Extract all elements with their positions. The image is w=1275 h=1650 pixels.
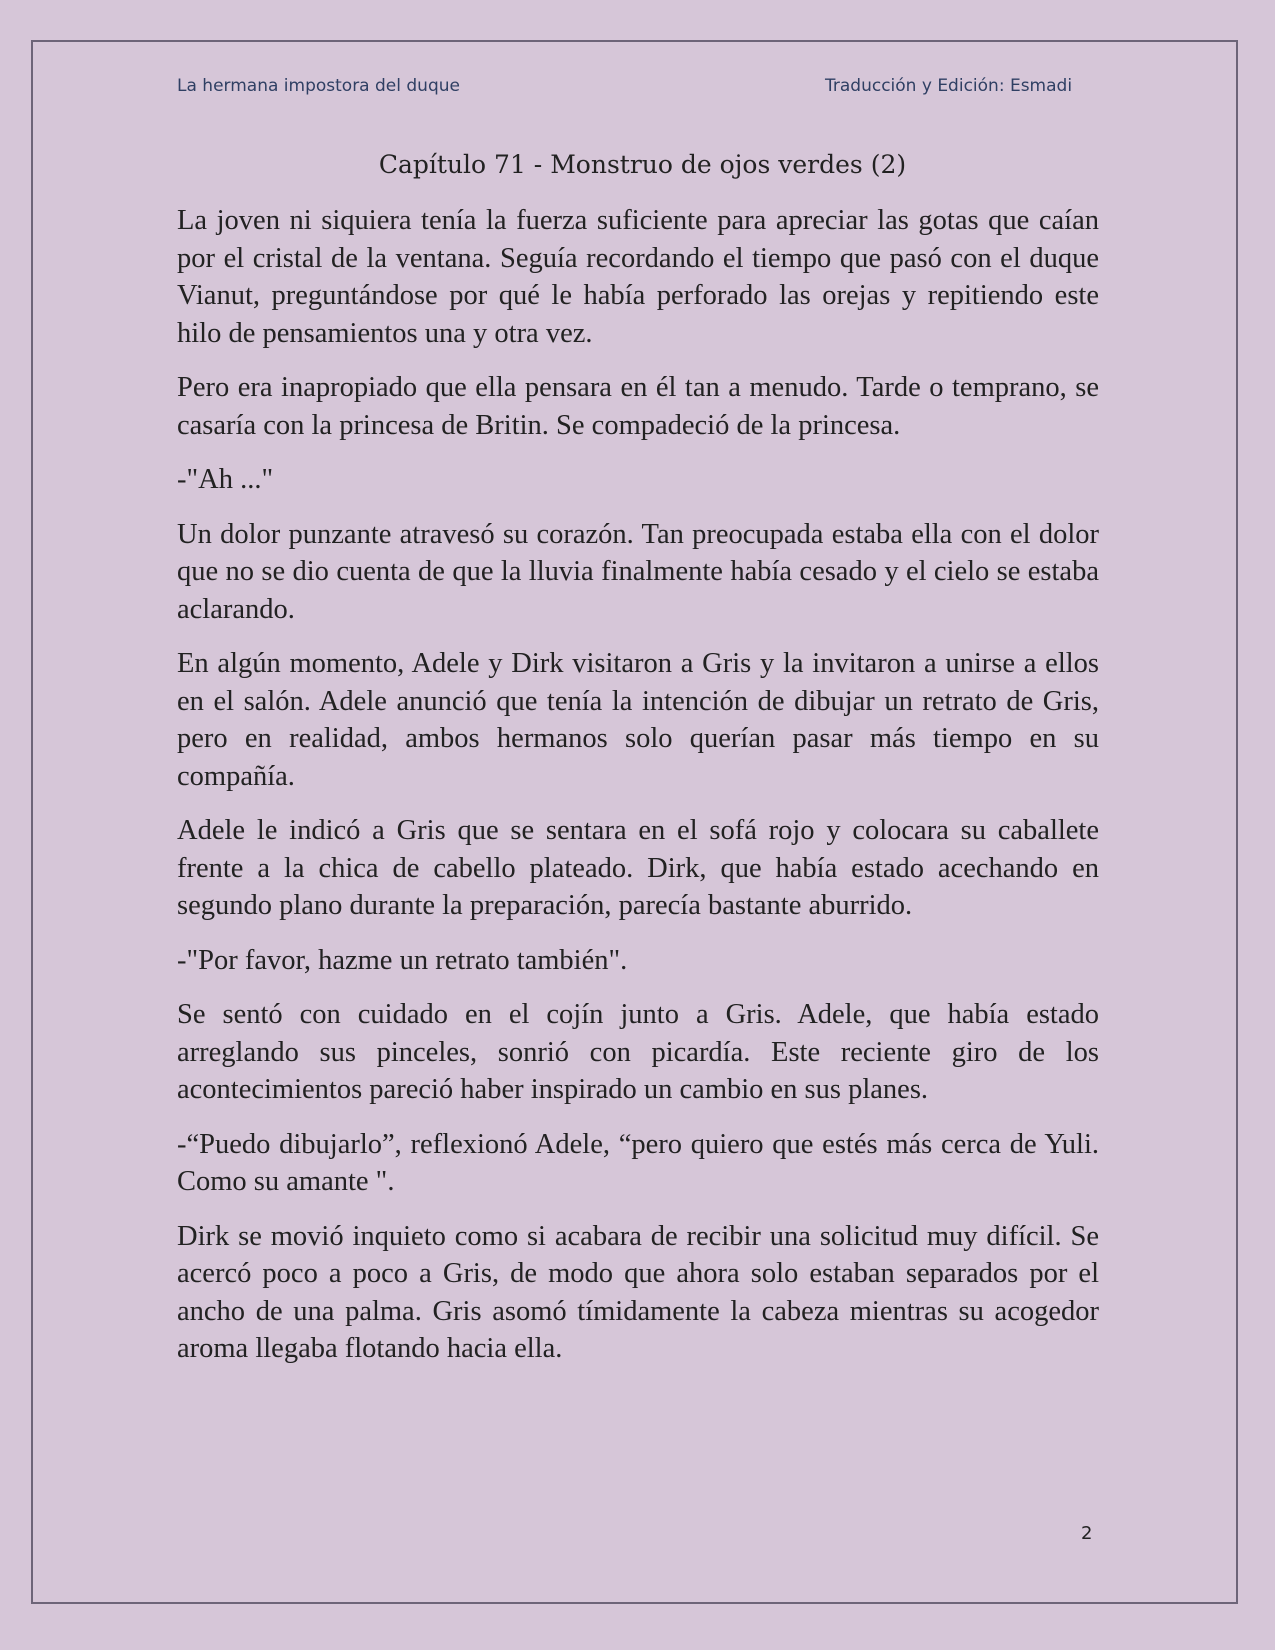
paragraph: Se sentó con cuidado en el cojín junto a Gris. Adele, que había estado arreglando sus pinceles, sonrió con picardía. Este reciente giro de los acontecimientos pareció haber inspirado un cambio en sus planes. bbox=[177, 999, 1099, 1105]
paragraph: -"Ah ..." bbox=[177, 464, 274, 495]
paragraph: Adele le indicó a Gris que se sentara en el sofá rojo y colocara su caballete frente a la chica de cabello plateado. Dirk, que había estado acechando en segundo plano durante la preparación, parecía bastante aburrido. bbox=[177, 815, 1099, 921]
paragraph: La joven ni siquiera tenía la fuerza suficiente para apreciar las gotas que caían por el cristal de la ventana. Seguía recordando el tiempo que pasó con el duque Vianut, preguntándose por qué le había perforado las orejas y repitiendo este hilo de pensamientos una y otra vez. bbox=[177, 205, 1099, 349]
paragraph: -"Por favor, hazme un retrato también". bbox=[177, 944, 628, 976]
chapter-body bbox=[177, 202, 1099, 1385]
paragraph: -“Puedo dibujarlo”, reflexionó Adele, “pero quiero que estés más cerca de Yuli. Como su amante ". bbox=[177, 1128, 1099, 1197]
paragraph: Un dolor punzante atravesó su corazón. Tan preocupada estaba ella con el dolor que no se dio cuenta de que la lluvia finalmente había cesado y el cielo se estaba aclarando. bbox=[177, 518, 1099, 625]
header-book-title: La hermana impostora del duque bbox=[177, 76, 460, 96]
document-page bbox=[31, 40, 1238, 1604]
paragraph: Dirk se movió inquieto como si acabara de recibir una solicitud muy difícil. Se acercó poco a poco a Gris, de modo que ahora solo estaban separados por el ancho de una palma. Gris asomó tímidamente la cabeza mientras su acogedor aroma llegaba flotando hacia ella. bbox=[177, 1220, 1099, 1364]
chapter-title: Capítulo 71 - Monstruo de ojos verdes (2) bbox=[378, 150, 907, 179]
page-number: 2 bbox=[1081, 1523, 1093, 1544]
paragraph: Pero era inapropiado que ella pensara en él tan a menudo. Tarde o temprano, se casaría con la princesa de Britin. Se compadeció de la princesa. bbox=[177, 372, 1099, 441]
paragraph: En algún momento, Adele y Dirk visitaron a Gris y la invitaron a unirse a ellos en el salón. Adele anunció que tenía la intención de dibujar un retrato de Gris, pero en realidad, ambos hermanos solo querían pasar más tiempo en su compañía. bbox=[177, 648, 1099, 792]
header-translator-credit: Traducción y Edición: Esmadi bbox=[825, 76, 1073, 96]
